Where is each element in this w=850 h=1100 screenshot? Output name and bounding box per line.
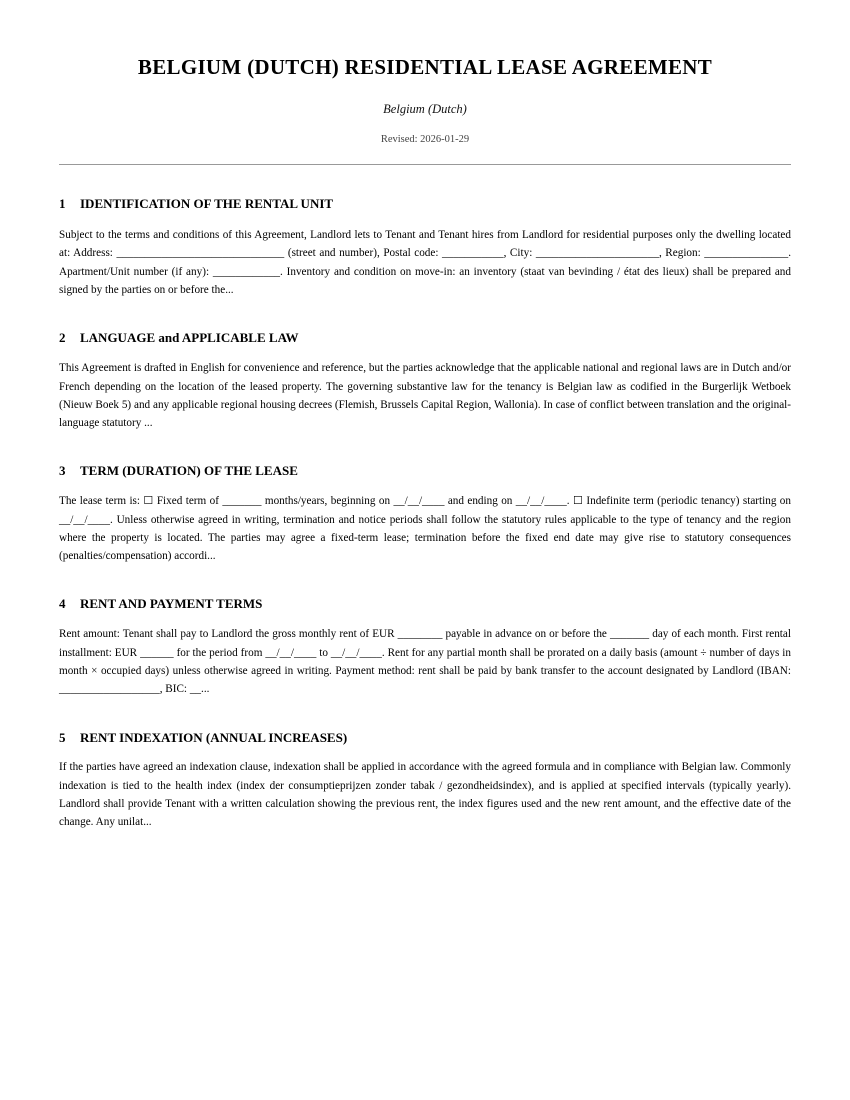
section-heading — [59, 196, 791, 213]
section-title: IDENTIFICATION OF THE RENTAL UNIT — [80, 196, 334, 212]
section-heading — [59, 730, 791, 747]
section-body: Rent amount: Tenant shall pay to Landlord the gross monthly rent of EUR ________ payable in advance on or before the _______ day of each month. First rental installment: EUR ______ for the period from __/__/____ to __/__/____. Rent for any partial month shall be prorated on a daily basis (amount ÷ number of days in month × occupied days) unless otherwise agreed in writing. Payment method: rent shall be paid by bank transfer to the account designated by Landlord (IBAN: __________________, BIC: __... — [59, 628, 791, 696]
section-title: TERM (DURATION) OF THE LEASE — [80, 463, 298, 479]
header-divider — [59, 164, 791, 165]
section-rent-and-payment-terms — [59, 596, 791, 698]
document-subtitle: Belgium (Dutch) — [383, 102, 467, 117]
section-body: This Agreement is drafted in English for convenience and reference, but the parties acknowledge that the applicable national and regional laws are in Dutch and/or French depending on the location of the leased property. The governing substantive law for the tenancy is Belgian law as codified in the Burgerlijk Wetboek (Nieuw Boek 5) and any applicable regional housing decrees (Flemish, Brussels Capital Region, Wallonia). In case of conflict between translation and the original-language statutory ... — [59, 362, 791, 430]
section-body: If the parties have agreed an indexation clause, indexation shall be applied in accordance with the agreed formula and in compliance with Belgian law. Commonly indexation is tied to the health index (index der consumptieprijzen zonder tabak / gezondheidsindex), and is applied at specified intervals (typically yearly). Landlord shall provide Tenant with a written calculation showing the previous rent, the index figures used and the new rent amount, and the effective date of the change. Any unilat... — [59, 761, 791, 829]
section-heading — [59, 330, 791, 347]
section-rent-indexation-annual-increases — [59, 730, 791, 832]
section-number: 2 — [59, 330, 66, 346]
document-revision-date: Revised: 2026-01-29 — [380, 134, 470, 146]
section-identification-of-the-rental-unit — [59, 196, 791, 299]
section-number: 1 — [59, 196, 66, 212]
section-number: 5 — [59, 729, 66, 745]
section-body: Subject to the terms and conditions of this Agreement, Landlord lets to Tenant and Tenant hires from Landlord for residential purposes only the dwelling located at: Address: ______________________________ (street and number), Postal code: ___________, City: ______________________, Region: _______________. Apartment/Unit number (if any): ____________. Inventory and condition on move-in: an inventory (staat van bevinding / état des lieux) shall be prepared and signed by the parties on or before the... — [59, 229, 791, 297]
section-language-and-applicable-law — [59, 330, 791, 432]
section-title: LANGUAGE and APPLICABLE LAW — [80, 330, 299, 346]
document-title: BELGIUM (DUTCH) RESIDENTIAL LEASE AGREEMENT — [137, 55, 713, 79]
section-term-duration-of-the-lease — [59, 463, 791, 565]
section-title: RENT AND PAYMENT TERMS — [80, 596, 263, 612]
section-title: RENT INDEXATION (ANNUAL INCREASES) — [80, 729, 348, 745]
section-body: The lease term is: ☐ Fixed term of _______ months/years, beginning on __/__/____ and ending on __/__/____. ☐ Indefinite term (periodic tenancy) starting on __/__/____. Unless otherwise agreed in writing, termination and notice periods shall follow the statutory rules applicable to the type of tenancy and the region where the property is located. The parties may agree a fixed-term lease; termination before the fixed end date may give rise to statutory consequences (penalties/compensation) accordi... — [59, 495, 791, 563]
section-heading — [59, 596, 791, 613]
section-heading — [59, 463, 791, 480]
section-number: 4 — [59, 596, 66, 612]
section-number: 3 — [59, 463, 66, 479]
